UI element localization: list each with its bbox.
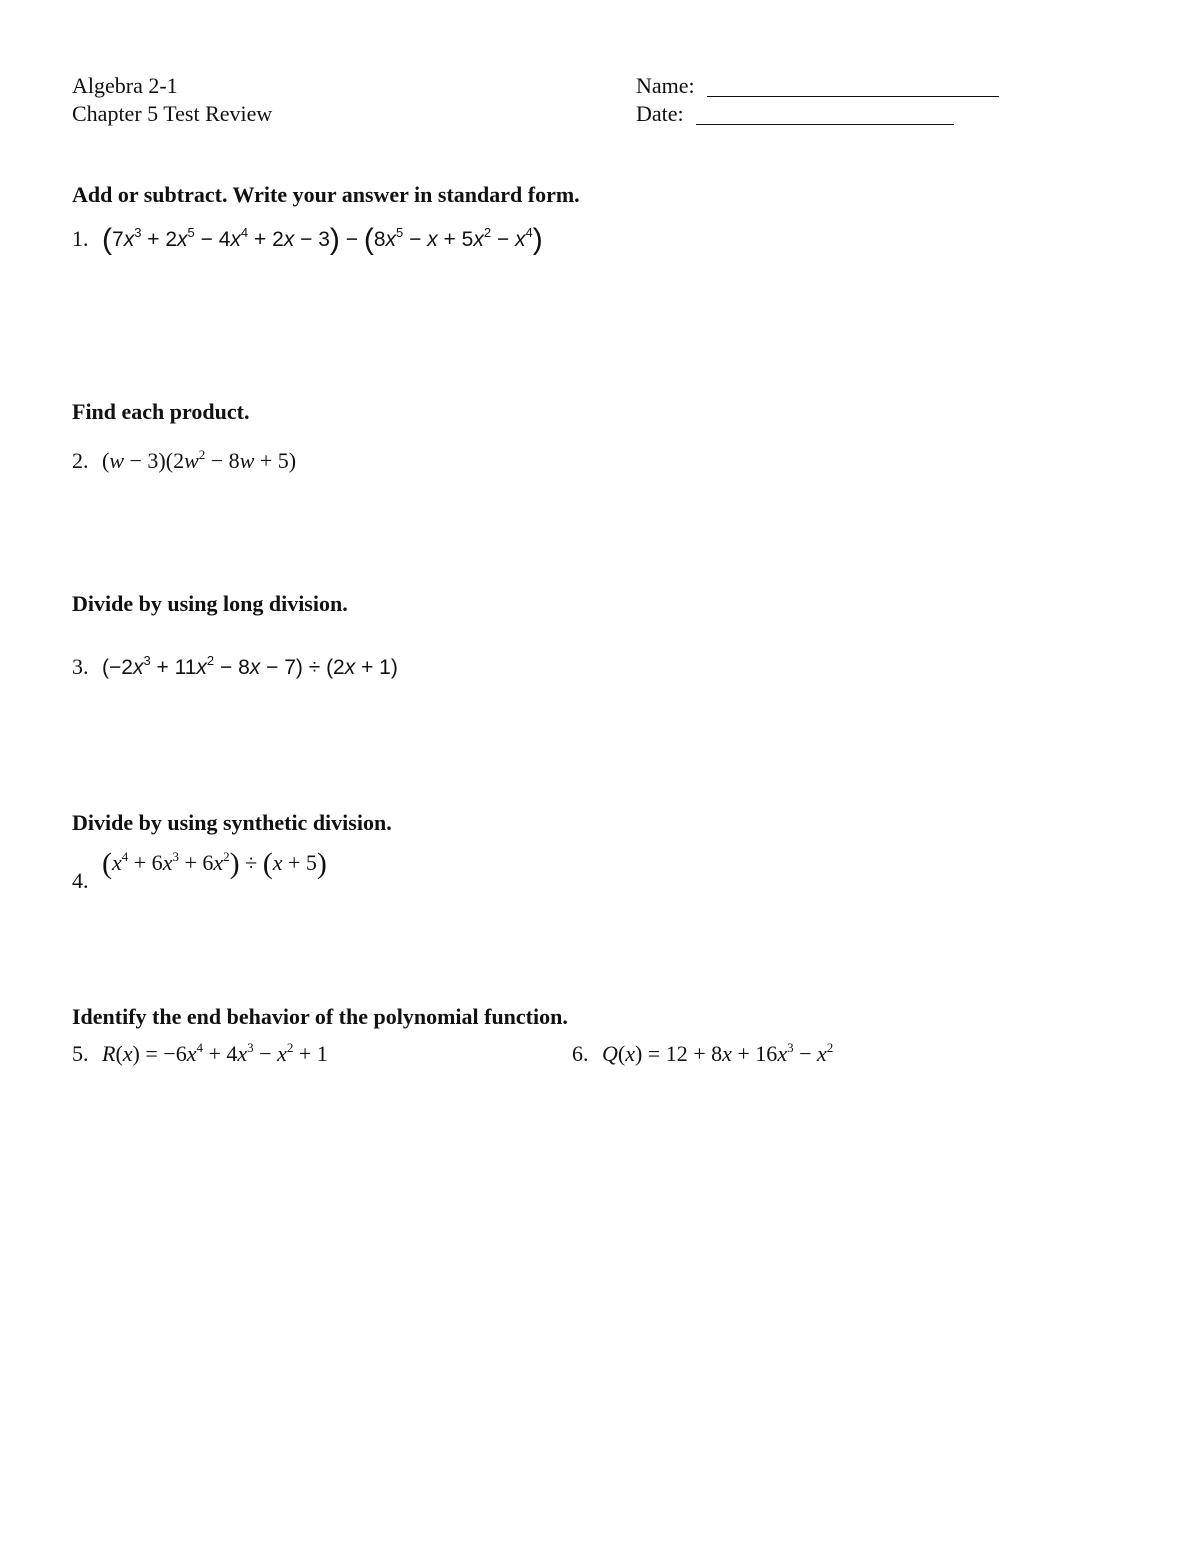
section-heading: Find each product. — [72, 399, 250, 424]
problem-expression: $Q(x) = 12 + 8x + 16x^3 - x^2$ — [602, 1040, 834, 1066]
problem-4 — [102, 848, 327, 879]
page-title: Chapter 5 Test Review — [72, 101, 273, 126]
section-heading: Divide by using long division. — [72, 591, 348, 616]
problem-number: 5. — [72, 1041, 89, 1066]
name-field[interactable] — [636, 72, 999, 100]
problem-expression: $R(x) = -6x^4 + 4x^3 - x^2 + 1$ — [102, 1040, 328, 1066]
course-title: Algebra 2-1 — [72, 73, 178, 98]
section-heading: Divide by using synthetic division. — [72, 810, 392, 835]
problem-1 — [72, 224, 543, 255]
problem-2 — [72, 446, 296, 476]
name-line[interactable] — [707, 95, 999, 97]
problem-3 — [72, 652, 398, 683]
problem-number: 3. — [72, 654, 89, 679]
problem-expression: $(7x^3 + 2x^5 - 4x^4 + 2x - 3) - (8x^5 - x + 5x^2 - x^4)$ — [102, 223, 543, 256]
problem-number: 2. — [72, 448, 89, 473]
problem-expression: $(x^4 + 6x^3 + 6x^2) \div (x + 5)$ — [102, 847, 327, 880]
date-field[interactable] — [636, 100, 954, 128]
name-label: Name: — [636, 73, 695, 98]
problem-5 — [72, 1039, 328, 1069]
date-line[interactable] — [696, 123, 954, 125]
date-label: Date: — [636, 101, 684, 126]
problem-expression: $(w - 3)(2w^2 - 8w + 5)$ — [102, 447, 297, 473]
problem-4-number — [72, 866, 89, 896]
problem-expression: $(-2x^3 + 11x^2 - 8x - 7) \div (2x + 1)$ — [102, 653, 398, 679]
problem-6 — [572, 1039, 833, 1069]
problem-number: 4. — [72, 868, 89, 893]
problem-number: 1. — [72, 226, 89, 251]
section-heading: Identify the end behavior of the polynomial function. — [72, 1004, 568, 1029]
section-heading: Add or subtract. Write your answer in standard form. — [72, 182, 580, 207]
problem-number: 6. — [572, 1041, 589, 1066]
